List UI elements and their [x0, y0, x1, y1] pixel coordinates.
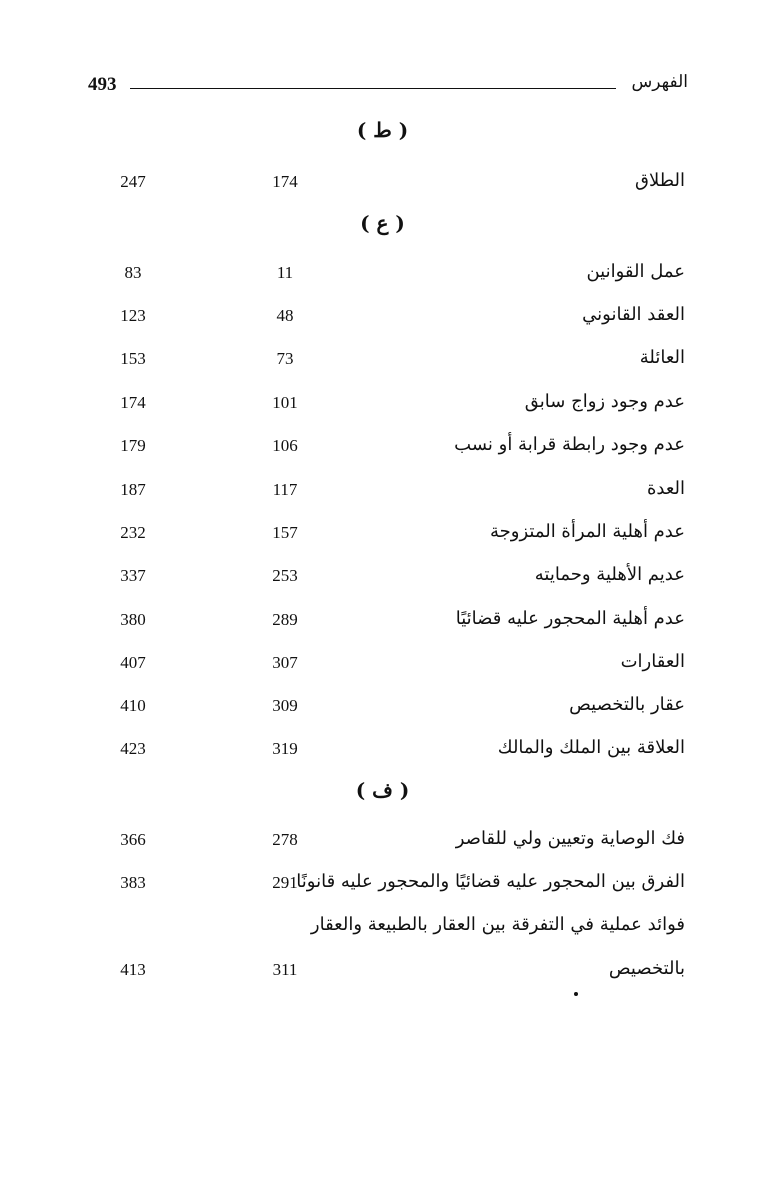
index-row [0, 261, 765, 291]
page-ref-secondary: 123 [120, 306, 146, 325]
index-term: العائلة [639, 347, 685, 368]
page-ref-primary: 289 [272, 610, 298, 629]
index-row [0, 434, 765, 464]
index-term: الطلاق [635, 170, 685, 191]
page-ref-secondary: 187 [120, 480, 146, 499]
index-term: العدة [646, 478, 685, 499]
page-ref-secondary: 366 [120, 830, 146, 849]
index-term: العقد القانوني [582, 304, 685, 325]
index-term: عقار بالتخصيص [569, 694, 685, 715]
section-letter-ta: ( ط ) [356, 118, 409, 142]
index-row [0, 914, 765, 944]
page-ref-primary: 307 [272, 653, 298, 672]
index-row [0, 170, 765, 200]
index-row [0, 391, 765, 421]
index-row [0, 651, 765, 681]
page-ref-primary: 311 [272, 960, 298, 979]
page-ref-secondary: 407 [120, 653, 146, 672]
page-ref-primary: 117 [272, 480, 298, 499]
page-ref-primary: 101 [272, 393, 298, 412]
page-ref-secondary: 413 [120, 960, 146, 979]
index-term: عديم الأهلية وحمايته [534, 564, 685, 585]
page-ref-primary: 174 [272, 172, 298, 191]
page-ref-primary: 73 [276, 349, 294, 368]
page-ref-primary: 48 [276, 306, 294, 325]
index-row [0, 958, 765, 988]
page-ref-secondary: 83 [124, 263, 142, 282]
stray-dot-mark [574, 992, 578, 996]
index-row [0, 304, 765, 334]
page-ref-secondary: 383 [120, 873, 146, 892]
index-term: بالتخصيص [608, 958, 685, 979]
index-term: عدم وجود زواج سابق [524, 391, 685, 412]
index-row [0, 521, 765, 551]
page-ref-primary: 319 [272, 739, 298, 758]
index-row [0, 478, 765, 508]
page-ref-secondary: 380 [120, 610, 146, 629]
page-ref-primary: 291 [272, 873, 298, 892]
index-term: فوائد عملية في التفرقة بين العقار بالطبيعة والعقار [310, 914, 685, 935]
index-term: العقارات [620, 651, 685, 672]
index-row [0, 828, 765, 858]
page-number: 493 [88, 74, 117, 95]
index-term: العلاقة بين الملك والمالك [497, 737, 685, 758]
page-ref-secondary: 179 [120, 436, 146, 455]
page-ref-primary: 253 [272, 566, 298, 585]
page-ref-secondary: 174 [120, 393, 146, 412]
page-ref-primary: 11 [276, 263, 294, 282]
index-row [0, 564, 765, 594]
page-ref-primary: 309 [272, 696, 298, 715]
page-ref-secondary: 423 [120, 739, 146, 758]
index-term: عدم أهلية المرأة المتزوجة [489, 521, 685, 542]
page-ref-primary: 106 [272, 436, 298, 455]
page-header [88, 70, 688, 106]
page-ref-primary: 157 [272, 523, 298, 542]
page-ref-primary: 278 [272, 830, 298, 849]
index-term: عدم وجود رابطة قرابة أو نسب [454, 434, 685, 455]
index-row [0, 737, 765, 767]
index-row [0, 871, 765, 901]
page-ref-secondary: 410 [120, 696, 146, 715]
page-ref-secondary: 232 [120, 523, 146, 542]
index-row [0, 694, 765, 724]
index-row [0, 608, 765, 638]
section-letter-fa: ( ف ) [355, 778, 410, 802]
page-ref-secondary: 247 [120, 172, 146, 191]
page-ref-secondary: 337 [120, 566, 146, 585]
index-term: فك الوصاية وتعيين ولي للقاصر [455, 828, 685, 849]
header-title: الفهرس [631, 72, 688, 92]
index-term: عدم أهلية المحجور عليه قضائيًا [455, 608, 685, 629]
header-rule [130, 88, 616, 89]
section-letter-ain: ( ع ) [360, 211, 405, 235]
index-term: عمل القوانين [586, 261, 685, 282]
index-row [0, 347, 765, 377]
page-ref-secondary: 153 [120, 349, 146, 368]
index-term: الفرق بين المحجور عليه قضائيًا والمحجور عليه قانونًا [296, 871, 685, 892]
